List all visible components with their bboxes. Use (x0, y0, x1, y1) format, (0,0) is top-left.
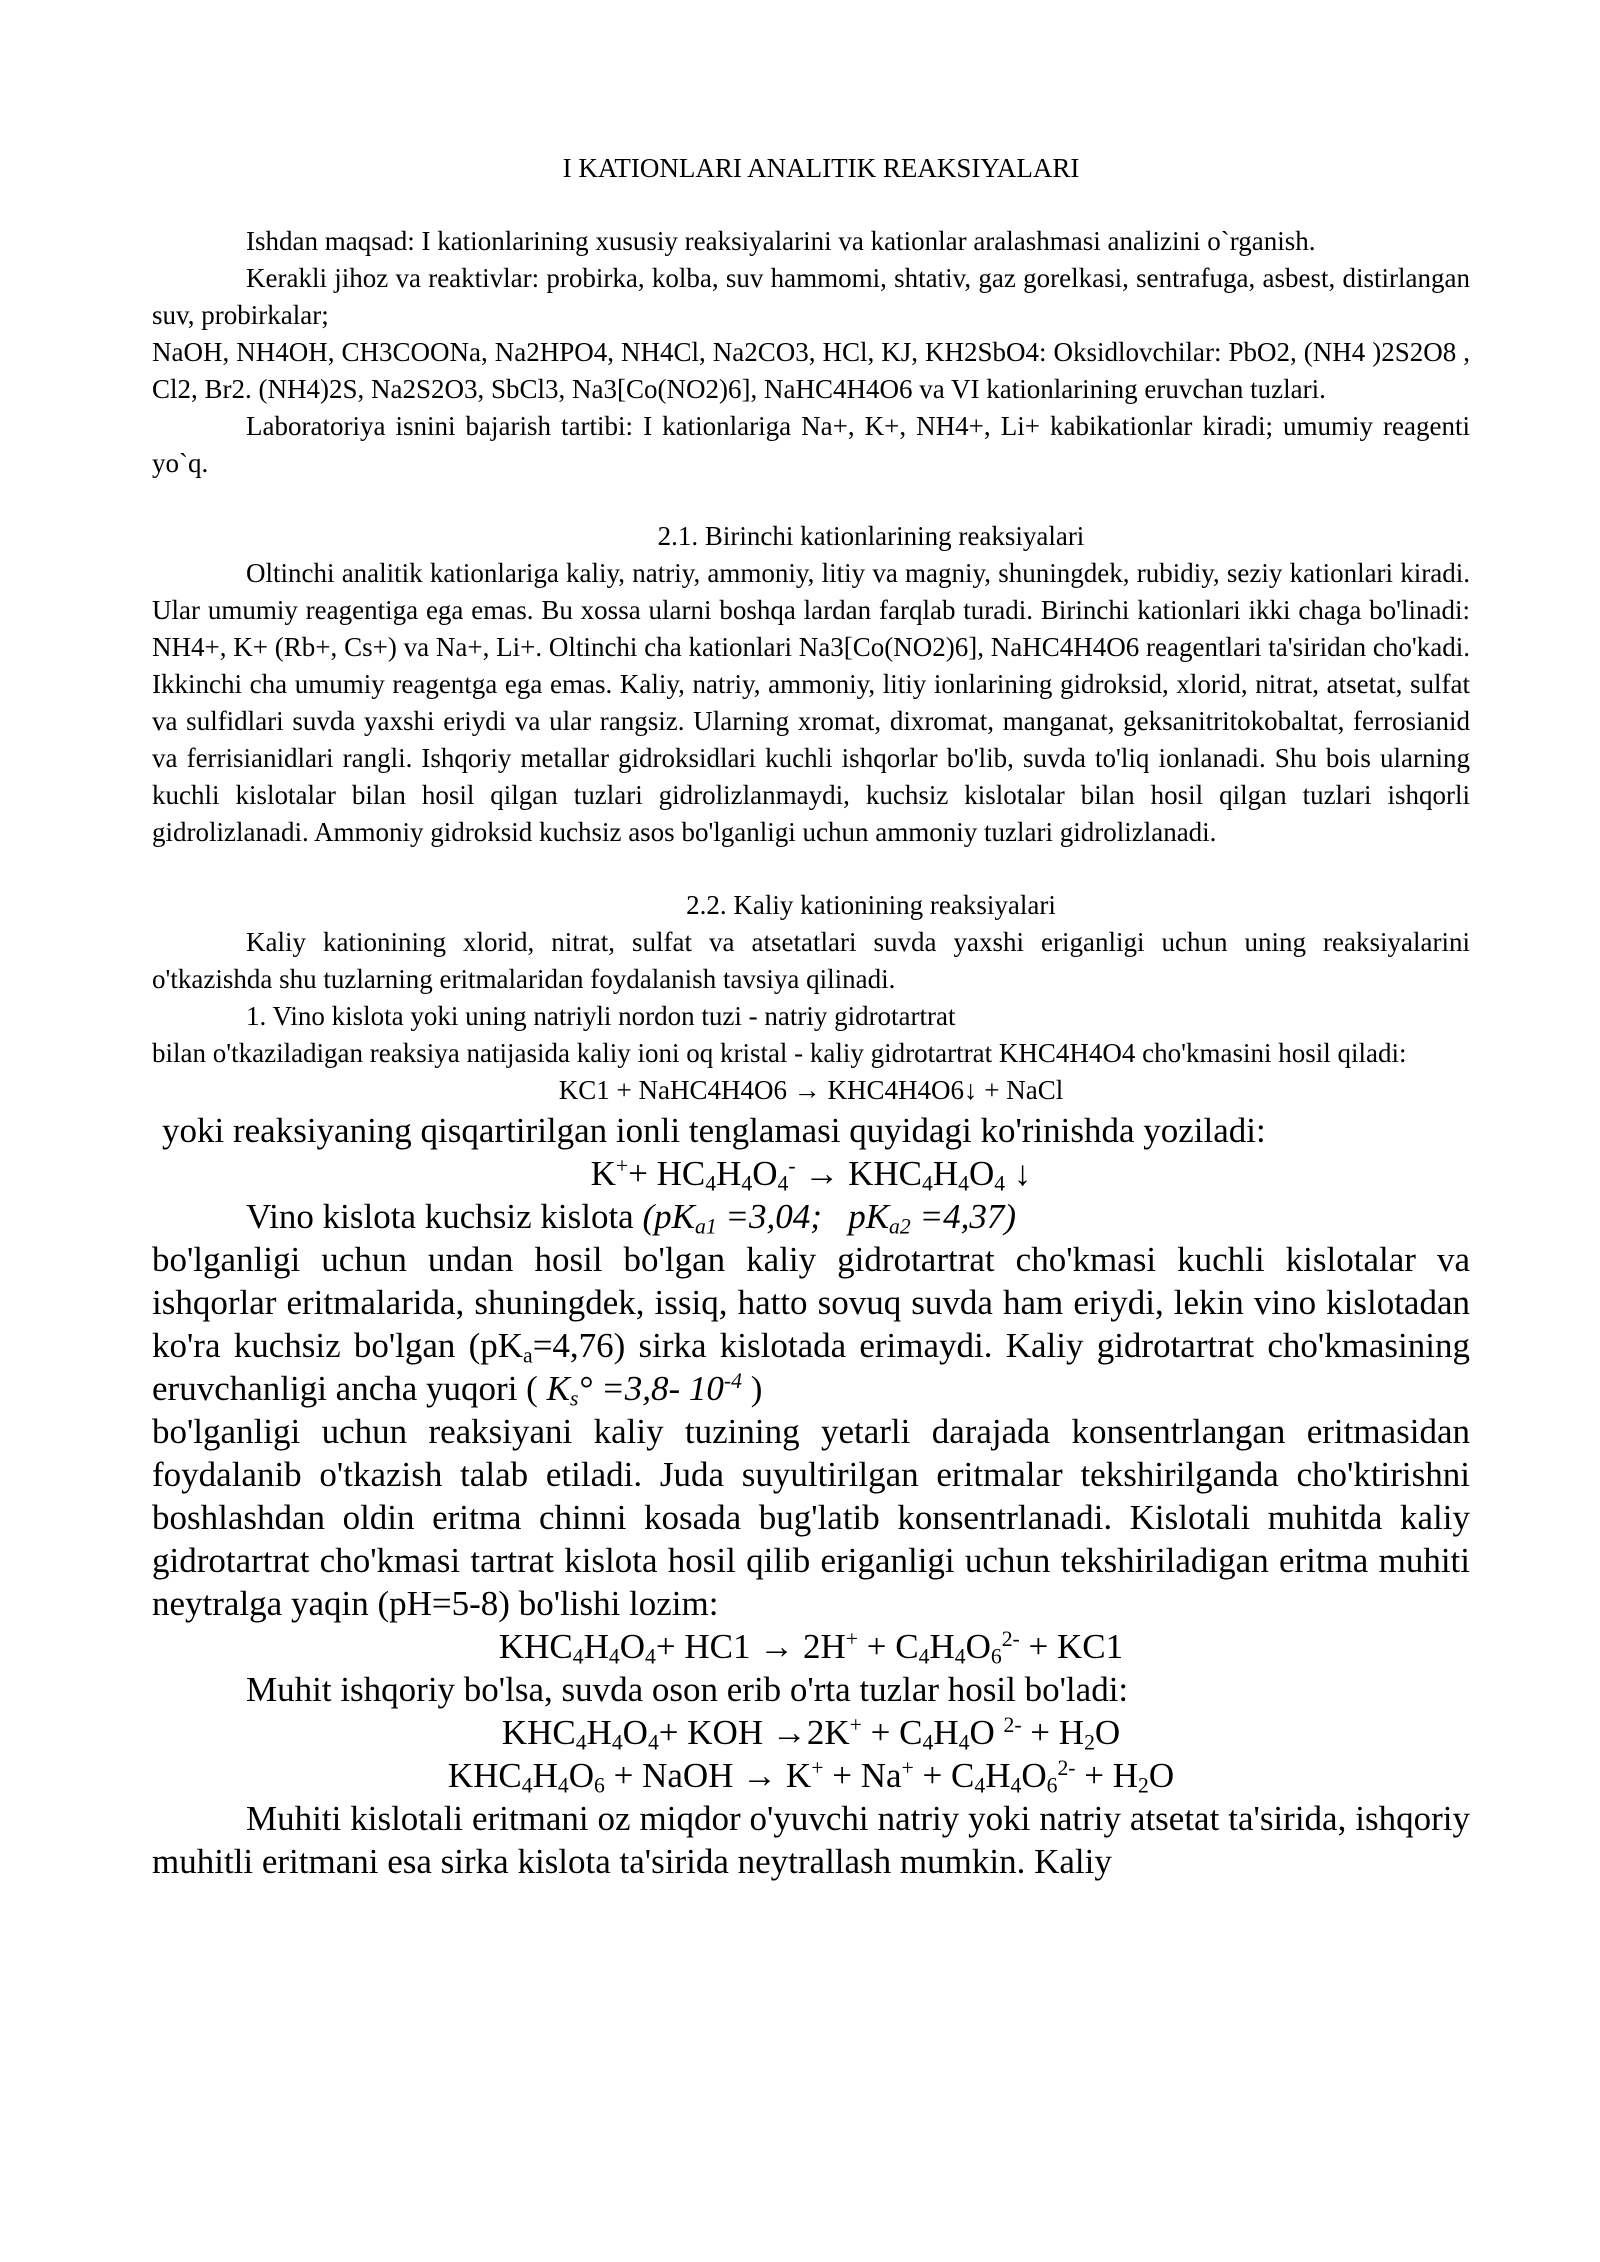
ks-exponent: -4 (723, 1369, 742, 1394)
neutralization-paragraph: Muhiti kislotali eritmani oz miqdor o'yuvchi natriy yoki natriy atsetat ta'sirida, ishqoriy muhitli eritmani esa sirka kislota ta'sirida neytrallash mumkin. Kaliy (152, 1799, 1470, 1881)
section-heading-2-1: 2.1. Birinchi kationlarining reaksiyalari (657, 521, 1085, 551)
intro-reagents: NaOH, NH4OH, CH3COONa, Na2HPO4, NH4Cl, Na2CO3, HCl, KJ, KH2SbO4: Oksidlovchilar: PbO2, (NH4 )2S2O8 , Cl2, Br2. (NH4)2S, Na2S2O3, SbCl3, Na3[Co(NO2)6], NaHC4H4O6 va VI kationlarining eruvchan tuzlari. (152, 337, 1470, 404)
pka1-value: =3,04; (725, 1197, 822, 1236)
large-text-block (152, 1109, 1470, 1883)
section-2-1-paragraph: Oltinchi analitik kationlariga kaliy, natriy, ammoniy, litiy va magniy, shuningdek, rubidiy, seziy kationlari kiradi. Ular umumiy reagentiga ega emas. Bu xossa ularni boshqa lardan farqlab turadi. Birinchi kationlari ikki chaga bo'linadi: NH4+, K+ (Rb+, Cs+) va Na+, Li+. Oltinchi cha kationlari Na3[Co(NO2)6], NaHC4H4O6 reagentlari ta'siridan cho'kadi. Ikkinchi cha umumiy reagentga ega emas. Kaliy, natriy, ammoniy, litiy ionlarining gidroksid, xlorid, nitrat, atsetat, sulfat va sulfidlari suvda yaxshi eriydi va ular rangsiz. Ularning xromat, dixromat, manganat, geksanitritokobaltat, ferrosianid va ferrisianidlari rangli. Ishqoriy metallar gidroksidlari kuchli ishqorlar bo'lib, suvda to'liq ionlanadi. Shu bois ularning kuchli kislotalar bilan hosil qilgan tuzlari gidrolizlanmaydi, kuchsiz kislotalar bilan hosil qilgan tuzlari ishqorli gidrolizlanadi. Ammoniy gidroksid kuchsiz asos bo'lganligi uchun ammoniy tuzlari gidrolizlanadi. (152, 558, 1470, 847)
ks-value: ° =3,8- 10 (578, 1369, 724, 1408)
solubility-text-a: bo'lganligi uchun undan hosil bo'lgan kaliy gidrotartrat cho'kmasi kuchli kislotalar va ishqorlar eritmalarida, shuningdek, issiq, hatto sovuq suvda ham eriydi, lekin vino kislotadan ko'ra kuchsiz bo'lgan (pK (152, 1240, 1470, 1365)
section-2-2-paragraph-2: 1. Vino kislota yoki uning natriyli nordon tuzi - natriy gidrotartrat (246, 1001, 956, 1031)
solubility-text-b: =4,76) sirka kislotada erimaydi. Kaliy gidrotartrat cho'kmasining eruvchanligi ancha yuqori ( (152, 1326, 1471, 1408)
section-heading-2-2: 2.2. Kaliy kationining reaksiyalari (686, 890, 1056, 920)
pka-line-text: Vino kislota kuchsiz kislota (246, 1197, 643, 1236)
neutral-medium-paragraph: bo'lganligi uchun reaksiyani kaliy tuzining yetarli darajada konsentrlangan eritmasidan foydalanib o'tkazish talab etiladi. Juda suyultirilgan eritmalar tekshirilganda cho'ktirishni boshlashdan oldin eritma chinni kosada bug'latib konsentrlanadi. Kislotali muhitda kaliy gidrotartrat cho'kmasi tartrat kislota hosil qilib eriganligi uchun tekshiriladigan eritma muhiti neytralga yaqin (pH=5-8) bo'lishi lozim: (152, 1412, 1470, 1623)
section-2-2-paragraph-1: Kaliy kationining xlorid, nitrat, sulfat va atsetatlari suvda yaxshi eriganligi uchun uning reaksiyalarini o'tkazishda shu tuzlarning eritmalaridan foydalanish tavsiya qilinadi. (152, 927, 1470, 994)
equation-4: $KHC_4H_4O_4+$ KOH $\to 2K^+ + C_4H_4O$ $^{2-} + H_2O$ (501, 1713, 1121, 1755)
section-2-2-paragraph-3: bilan o'tkaziladigan reaksiya natijasida kaliy ioni oq kristal - kaliy gidrotartrat KHC4H4O4 cho'kmasini hosil qiladi: (152, 1038, 1407, 1068)
ionic-equation-intro: yoki reaksiyaning qisqartirilgan ionli tenglamasi quyidagi ko'rinishda yoziladi: (162, 1111, 1266, 1150)
pka-line: Vino kislota kuchsiz kislota ($pK_{a1} =3,04$; $pK_{a2} =4,37$) (246, 1197, 1017, 1239)
equation-2: $K^++ HC_4H_4O_4^- \to KHC_4H_4O_4$ ↓ (590, 1154, 1032, 1196)
equation-3: $KHC_4H_4O_4+ HC1 \to 2H^+ + C_4H_4O_6^{2-} + KC1$ (498, 1627, 1124, 1669)
intro-equipment: Kerakli jihoz va reaktivlar: probirka, kolba, suv hammomi, shtativ, gaz gorelkasi, sentrafuga, asbest, distirlangan suv, probirkalar; (152, 263, 1470, 330)
equation-5: $KHC_4H_4O_6$ + NaOH → $K^+ + Na^+ + C_4H_4O_6^{2-} + H_2O$ (447, 1756, 1175, 1798)
document-title: I KATIONLARI ANALITIK REAKSIYALARI (562, 153, 1080, 183)
solubility-paragraph: bo'lganligi uchun undan hosil bo'lgan kaliy gidrotartrat cho'kmasi kuchli kislotalar va ishqorlar eritmalarida, shuningdek, issiq, hatto sovuq suvda ham eriydi, lekin vino kislotadan ko'ra kuchsiz bo'lgan $(pK_a=4,76)$ sirka kislotada erimaydi. Kaliy gidrotartrat cho'kmasining eruvchanligi ancha yuqori ( $K_s^\circ =3,8-$ $10^{-4}$ ) (152, 1240, 1471, 1411)
intro-purpose: Ishdan maqsad: I kationlarining xususiy reaksiyalarini va kationlar aralashmasi analizini o`rganish. (246, 226, 1316, 256)
intro-procedure: Laboratoriya isnini bajarish tartibi: I kationlariga Na+, K+, NH4+, Li+ kabikationlar kiradi; umumiy reagenti yo`q. (152, 411, 1470, 478)
alkaline-medium-text: Muhit ishqoriy bo'lsa, suvda oson erib o'rta tuzlar hosil bo'ladi: (246, 1670, 1129, 1709)
equation-1: KC1 + NaHC4H4O6 → KHC4H4O6↓ + NaCl (558, 1075, 1064, 1105)
pka2-value: =4,37) (919, 1197, 1017, 1236)
